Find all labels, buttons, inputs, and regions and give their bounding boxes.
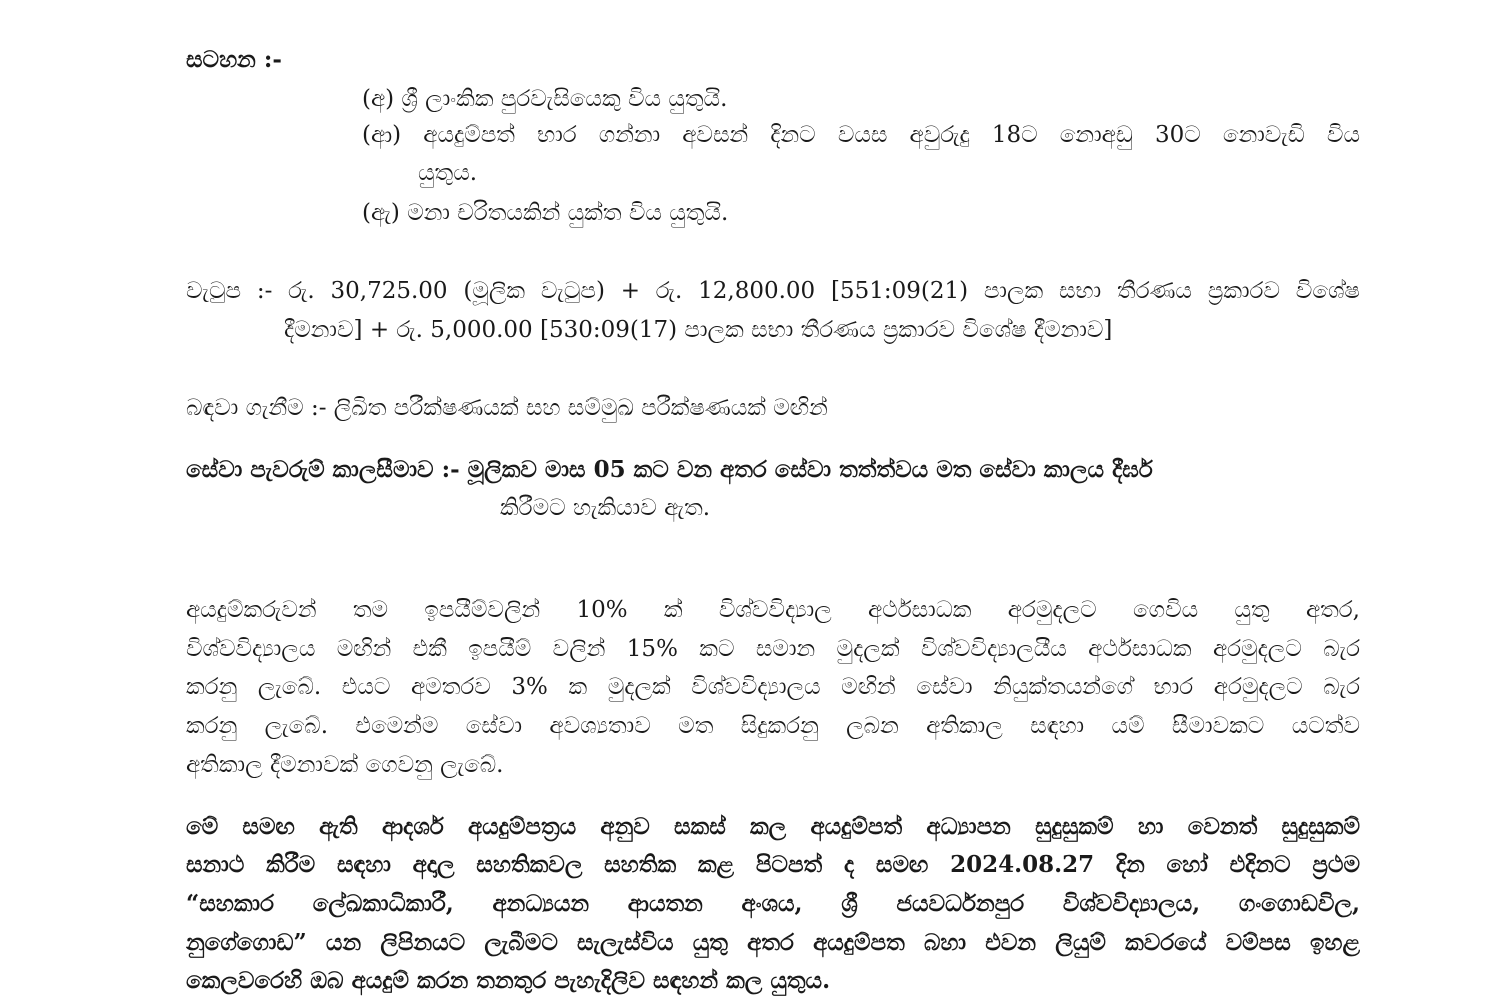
- application-line-2: සනාථ කිරීම සඳහා අදාල සහතිකවල සහතික කළ පිටපත් ද සමඟ 2024.08.27 දින හෝ එදිනට ප්‍රථම: [186, 851, 1360, 878]
- contribution-line-4: කරනු ලැබේ. එමෙන්ම සේවා අවශ්‍යතාව මත සිදුකරනු ලබන අතිකාල සඳහා යම් සීමාවකට යටත්ව: [186, 713, 1360, 739]
- application-line-3: “සහකාර ලේඛකාධිකාරී, අනධ්‍යයන ආයතන අංශය, ශ්‍රී ජයවර්ධනපුර විශ්වවිද්‍යාලය, ගංගොඩවිල,: [186, 890, 1360, 917]
- notes-heading: සටහන :-: [186, 46, 282, 73]
- note-item-a: (අ) ශ්‍රී ලාංකික පුරවැසියෙකු විය යුතුයි.: [362, 86, 728, 112]
- contribution-line-3: කරනු ලැබේ. එයට අමතරව 3% ක මුදලක් විශ්වවිද්‍යාලය මඟින් සේවා නියුක්තයන්ගේ භාර අරමුදලට බැර: [186, 674, 1360, 700]
- salary-line-2: දීමනාව] + රු. 5,000.00 [530:09(17) පාලක සභා තීරණය ප්‍රකාරව විශේෂ දීමනාව]: [284, 317, 1113, 343]
- application-line-5: කෙලවරෙහි ඔබ අයදුම් කරන තනතුර පැහැදිලිව සඳහන් කල යුතුය.: [186, 967, 831, 994]
- application-line-1: මේ සමඟ ඇති ආදර්ශ අයදුම්පත්‍රය අනුව සකස් කල අයදුම්පත් අධ්‍යාපන සුදුසුකම් හා වෙනත් සුදුසුකම්: [186, 813, 1360, 840]
- contribution-line-2: විශ්වවිද්‍යාලය මඟින් එකී ඉපයීම් වලින් 15% කට සමාන මුදලක් විශ්වවිද්‍යාලයීය අර්ථසාධක අරමුදලට බැර: [186, 636, 1360, 662]
- contribution-line-5: අතිකාල දීමනාවක් ගෙවනු ලැබේ.: [186, 752, 504, 778]
- note-item-ae: (ඇ) මනා චරිතයකින් යුක්ත විය යුතුයි.: [362, 200, 729, 226]
- note-item-aa: (ආ) අයදුම්පත් භාර ගන්නා අවසන් දිනට වයස අවුරුදු 18ට නොඅඩු 30ට නොවැඩි විය: [362, 122, 1360, 148]
- recruitment-method: බඳවා ගැනීම :- ලිඛිත පරීක්ෂණයක් සහ සම්මුඛ පරීක්ෂණයක් මඟින්: [186, 395, 828, 421]
- contribution-line-1: අයදුම්කරුවන් තම ඉපයීම්වලින් 10% ක් විශ්වවිද්‍යාල අර්ථසාධක අරමුදලට ගෙවිය යුතු අතර,: [186, 597, 1360, 623]
- salary-line-1: වැටුප :- රු. 30,725.00 (මූලික වැටුප) + රු. 12,800.00 [551:09(21) පාලක සභා තීරණය ප්‍රකාරව විශේෂ: [186, 278, 1360, 304]
- note-item-aa-cont: යුතුය.: [418, 160, 478, 186]
- service-period-line-2: කිරීමට හැකියාව ඇත.: [500, 495, 711, 521]
- service-period-line-1: සේවා පැවරුම් කාලසීමාව :- මූලිකව මාස 05 කට වන අතර සේවා තත්ත්වය මත සේවා කාලය දීර්ඝ: [186, 456, 1153, 483]
- application-line-4: නුගේගොඩ” යන ලිපිනයට ලැබීමට සැලැස්විය යුතු අතර අයදුම්පත බහා එවන ලියුම් කවරයේ වම්පස ඉහළ: [186, 929, 1360, 956]
